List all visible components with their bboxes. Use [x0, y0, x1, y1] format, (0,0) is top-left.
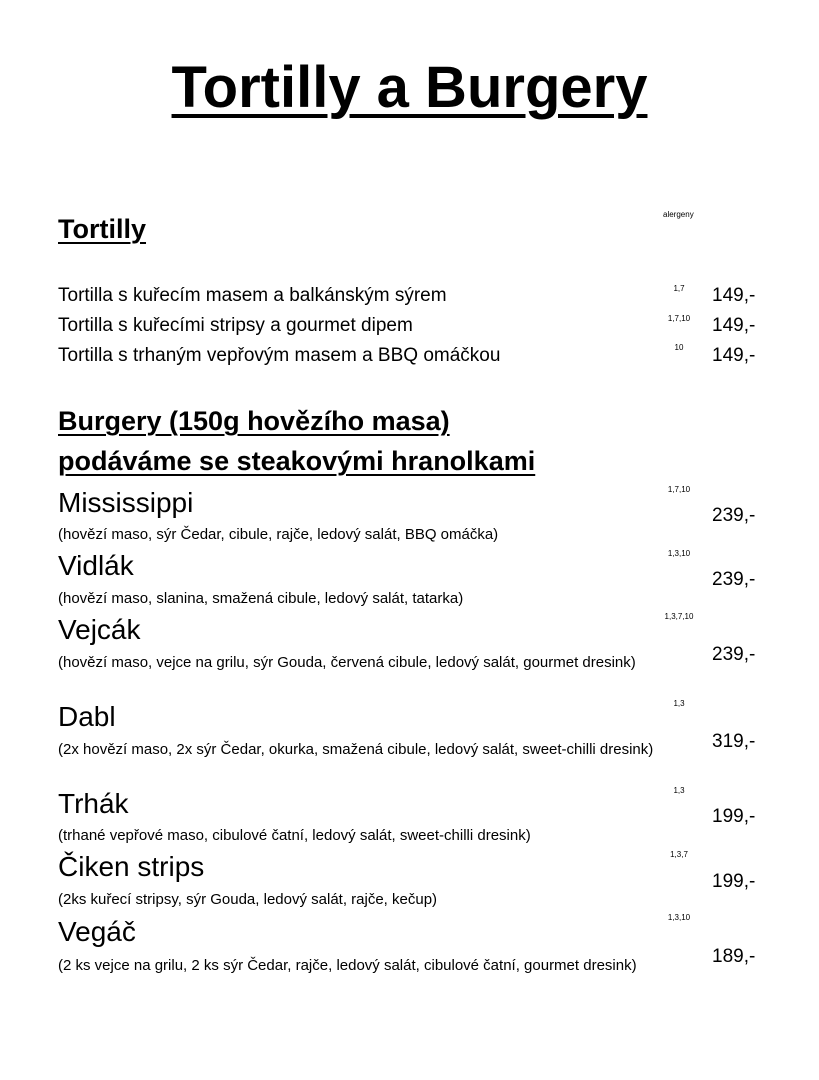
burger-item-description: (2x hovězí maso, 2x sýr Čedar, okurka, smažená cibule, ledový salát, sweet-chilli dresink)	[58, 741, 654, 758]
burger-item-allergens: 1,3,7,10	[664, 612, 694, 621]
burger-item-name: Trhák	[58, 788, 129, 819]
tortilla-item-allergens: 1,7,10	[667, 314, 691, 323]
burger-item-price: 199,-	[712, 806, 756, 827]
burger-item-allergens: 1,3	[673, 699, 685, 708]
page-title: Tortilly a Burgery	[171, 55, 648, 120]
tortilla-item-allergens: 10	[674, 343, 684, 352]
burger-item-allergens: 1,3,7	[670, 850, 688, 859]
burger-item-price: 239,-	[712, 644, 756, 665]
burger-item-name: Mississippi	[58, 487, 194, 518]
burger-item-description: (hovězí maso, slanina, smažená cibule, ledový salát, tatarka)	[58, 590, 464, 607]
burger-item-name: Vidlák	[58, 550, 134, 581]
burger-item-allergens: 1,3	[673, 786, 685, 795]
burgery-subheading: podáváme se steakovými hranolkami	[58, 446, 536, 476]
burger-item-name: Vejcák	[58, 614, 141, 645]
tortilla-item-name: Tortilla s kuřecími stripsy a gourmet dipem	[58, 315, 413, 336]
burger-item-name: Vegáč	[58, 916, 136, 947]
tortilly-heading: Tortilly	[58, 214, 147, 244]
burgery-heading: Burgery (150g hovězího masa)	[58, 406, 450, 436]
burger-item-description: (hovězí maso, vejce na grilu, sýr Gouda, červená cibule, ledový salát, gourmet dresink)	[58, 654, 636, 671]
burger-item-allergens: 1,3,10	[667, 913, 691, 922]
burger-item-allergens: 1,3,10	[667, 549, 691, 558]
burger-item-price: 199,-	[712, 871, 756, 892]
tortilla-item-name: Tortilla s kuřecím masem a balkánským sýrem	[58, 285, 447, 306]
burger-item-allergens: 1,7,10	[667, 485, 691, 494]
tortilla-item-allergens: 1,7	[673, 284, 685, 293]
tortilla-item-name: Tortilla s trhaným vepřovým masem a BBQ omáčkou	[58, 345, 501, 366]
burger-item-description: (2 ks vejce na grilu, 2 ks sýr Čedar, rajče, ledový salát, cibulové čatní, gourmet dresink)	[58, 957, 637, 974]
burger-item-description: (2ks kuřecí stripsy, sýr Gouda, ledový salát, rajče, kečup)	[58, 891, 438, 908]
burger-item-price: 189,-	[712, 946, 756, 967]
burger-item-name: Dabl	[58, 701, 116, 732]
tortilla-item-price: 149,-	[712, 315, 756, 336]
burger-item-description: (trhané vepřové maso, cibulové čatní, ledový salát, sweet-chilli dresink)	[58, 827, 531, 844]
burger-item-price: 239,-	[712, 569, 756, 590]
burger-item-description: (hovězí maso, sýr Čedar, cibule, rajče, ledový salát, BBQ omáčka)	[58, 526, 499, 543]
tortilla-item-price: 149,-	[712, 345, 756, 366]
tortilla-item-price: 149,-	[712, 285, 756, 306]
burger-item-price: 319,-	[712, 731, 756, 752]
burger-item-name: Čiken strips	[58, 851, 205, 882]
burger-item-price: 239,-	[712, 505, 756, 526]
allergens-column-header: alergeny	[663, 210, 694, 219]
